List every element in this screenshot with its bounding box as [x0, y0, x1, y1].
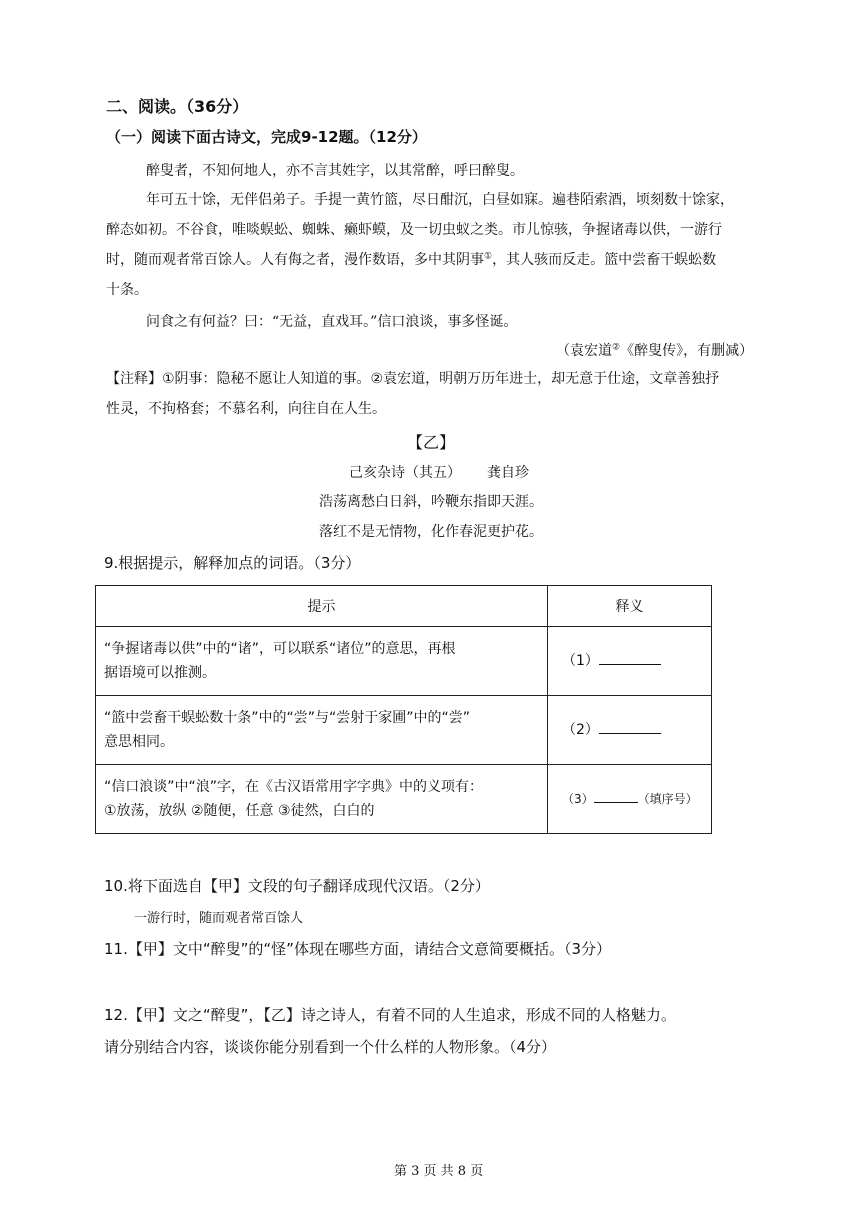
source-title: 《醉叟传》，有删减）	[620, 343, 754, 359]
note-marker: ①	[484, 251, 493, 262]
passage-text: 时，随而观者常百馀人。人有侮之者，漫作数语，多中其阴事	[106, 252, 484, 268]
answer-blank[interactable]	[594, 788, 638, 803]
passage-text: ，其人骇而反走。篮中尝畜干蜈蚣数	[492, 252, 717, 268]
answer-cell	[548, 765, 712, 834]
annotation-line: 性灵，不拘格套；不慕名利，向往自在人生。	[106, 401, 386, 417]
answer-label: （1）	[562, 653, 599, 669]
table-row	[96, 765, 712, 834]
question-10: 10.将下面选自【甲】文段的句子翻译成现代汉语。（2分）	[104, 877, 490, 895]
page-footer: 第 3 页 共 8 页	[394, 1164, 484, 1179]
poem-label: 【乙】	[407, 433, 456, 452]
poem-line: 浩荡离愁白日斜，吟鞭东指即天涯。	[319, 494, 543, 510]
passage-line: 十条。	[106, 282, 148, 298]
question-11: 11.【甲】文中“醉叟”的“怪”体现在哪些方面，请结合文意简要概括。（3分）	[104, 940, 611, 958]
question-9: 9.根据提示，解释加点的词语。（3分）	[104, 554, 361, 572]
part1-title: （一）阅读下面古诗文，完成9-12题。（12分）	[106, 128, 427, 146]
answer-cell	[548, 696, 712, 765]
annotation-line: 【注释】①阴事：隐秘不愿让人知道的事。②袁宏道，明朝万历年进士，却无意于仕途，文章善独抒	[106, 371, 720, 387]
answer-label: （2）	[562, 722, 599, 738]
answer-blank[interactable]	[599, 719, 661, 734]
passage-line: 醉态如初。不谷食，唯啖蜈蚣、蜘蛛、癞虾蟆，及一切虫蚁之类。市儿惊骇，争握诸毒以供，一游行	[106, 222, 722, 238]
table-header-row	[96, 586, 712, 627]
hint-cell	[96, 765, 548, 834]
table-row	[96, 627, 712, 696]
answer-label: （3）	[562, 792, 594, 806]
hint-table	[95, 585, 712, 834]
hint-text: “篮中尝畜干蜈蚣数十条”中的“尝”与“尝射于家圃”中的“尝”	[104, 710, 471, 726]
question-12-line: 请分别结合内容，谈谈你能分别看到一个什么样的人物形象。（4分）	[104, 1038, 557, 1056]
hint-cell	[96, 696, 548, 765]
question-12-line: 12.【甲】文之“醉叟”，【乙】诗之诗人，有着不同的人生追求，形成不同的人格魅力。	[104, 1006, 676, 1024]
answer-hint: （填序号）	[637, 792, 698, 806]
poem-author: 龚自珍	[487, 465, 529, 481]
passage-line: 年可五十馀，无伴侣弟子。手提一黄竹篮，尽日酣沉，白昼如寐。遍巷陌索酒，顷刻数十馀家，	[146, 192, 734, 208]
poem-line: 落红不是无情物，化作春泥更护花。	[319, 524, 543, 540]
source-citation	[556, 340, 753, 360]
answer-cell	[548, 627, 712, 696]
passage-line: 问食之有何益？曰：“无益，直戏耳。”信口浪谈，事多怪诞。	[146, 314, 518, 330]
table-header: 释义	[548, 586, 712, 627]
section-title: 二、阅读。（36分）	[106, 97, 249, 116]
source-author: （袁宏道	[556, 343, 612, 359]
hint-text: “争握诸毒以供”中的“诸”，可以联系“诸位”的意思，再根	[104, 641, 456, 657]
hint-text: 意思相同。	[104, 734, 174, 750]
hint-cell	[96, 627, 548, 696]
hint-text: 据语境可以推测。	[104, 665, 216, 681]
answer-blank[interactable]	[599, 650, 661, 665]
passage-line	[106, 249, 716, 269]
note-marker: ②	[612, 342, 621, 353]
question-10-sentence: 一游行时，随而观者常百馀人	[134, 911, 304, 926]
table-header: 提示	[96, 586, 548, 627]
hint-text: “信口浪谈”中“浪”字，在《古汉语常用字字典》中的义项有：	[104, 779, 484, 795]
table-row	[96, 696, 712, 765]
poem-title: 己亥杂诗（其五）	[349, 465, 461, 481]
passage-line: 醉叟者，不知何地人，亦不言其姓字，以其常醉，呼曰醉叟。	[146, 163, 524, 179]
hint-text: ①放荡，放纵 ②随便，任意 ③徒然，白白的	[104, 803, 375, 819]
